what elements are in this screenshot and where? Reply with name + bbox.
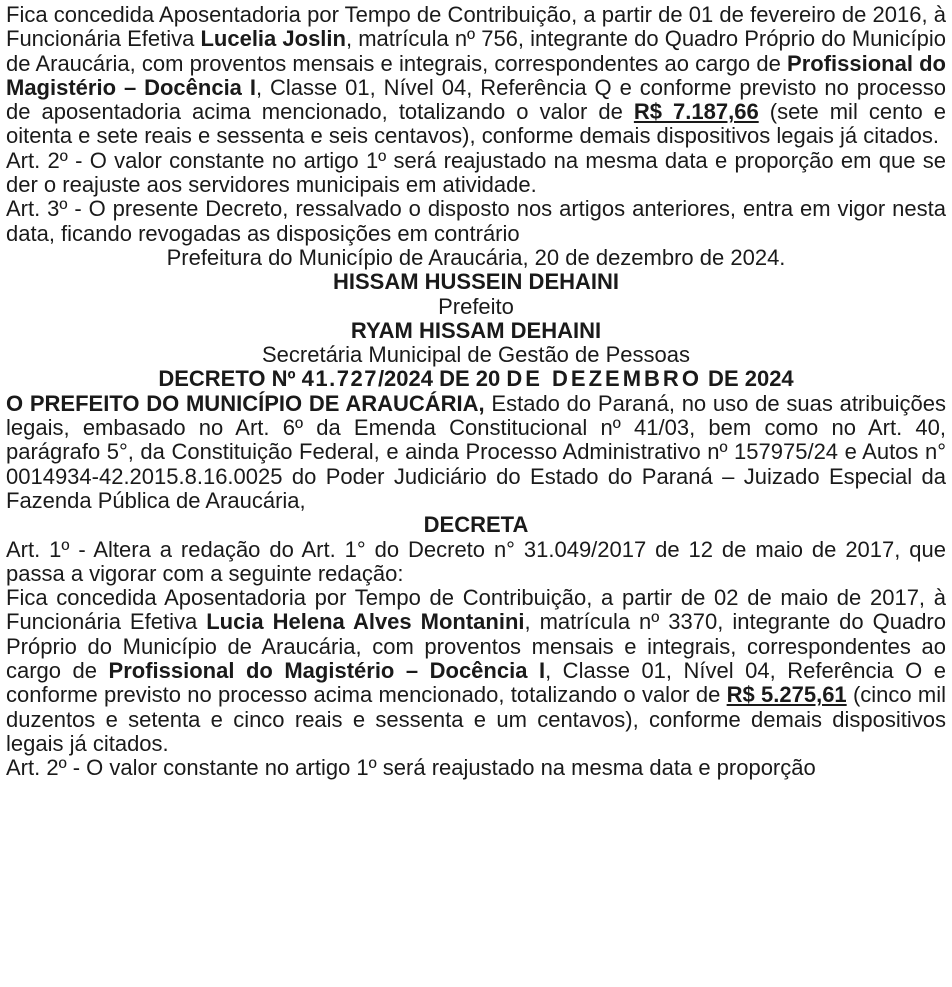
preamble-lead: O PREFEITO DO MUNICÍPIO DE ARAUCÁRIA,: [6, 390, 485, 416]
p2-text-2: , matrícula nº 3370, integrante do Quadro Próprio do Município de Araucária, com proventos mensais e integrais, correspondentes ao cargo de: [6, 609, 946, 684]
place-and-date: Prefeitura do Município de Araucária, 20 de dezembro de 2024.: [166, 244, 786, 270]
p1-text-3: , Classe 01, Nível 04, Referência Q e conforme previsto no processo de aposentadoria acima mencionado, totalizando o valor de: [6, 74, 946, 125]
p2-text-4: (cinco mil duzentos e setenta e cinco reais e sessenta e um centavos), conforme demais dispositivos legais já citados.: [6, 682, 946, 756]
decree-title-a: DECRETO Nº: [158, 366, 302, 392]
decree-title-b: /2024 DE 20: [377, 366, 507, 392]
p2-text-1: Fica concedida Aposentadoria por Tempo de Contribuição, a partir de 02 de maio de 2017, à Funcionária Efetiva: [6, 585, 946, 635]
signatory-2-name: RYAM HISSAM DEHAINI: [350, 317, 602, 343]
paragraph-retirement-1: [6, 3, 946, 149]
job-title-2: Profissional do Magistério – Docência I: [108, 658, 546, 684]
p1-text-4: (sete mil cento e oitenta e sete reais e sessenta e seis centavos), conforme demais dispositivos legais já citados.: [6, 99, 947, 149]
amount-2: R$ 5.275,61: [726, 682, 847, 708]
article-2: Art. 2º - O valor constante no artigo 1º será reajustado na mesma data e proporção em que se der o reajuste aos servidores municipais em atividade.: [6, 147, 946, 198]
article-1-amendment: Art. 1º - Altera a redação do Art. 1° do Decreto n° 31.049/2017 de 12 de maio de 2017, que passa a vigorar com a seguinte redação:: [6, 536, 946, 586]
decree-month: DE DEZEMBRO: [506, 366, 702, 392]
preamble-text: Estado do Paraná, no uso de suas atribuições legais, embasado no Art. 6º da Emenda Constitucional nº 41/03, bem como no Art. 40, parágrafo 5°, da Constituição Federal, e ainda Processo Administrativo nº 157975/24 e Autos n° 0014934-42.2015.8.16.0025 do Poder Judiciário do Estado do Paraná – Juizado Especial da Fazenda Pública de Araucária,: [6, 390, 946, 513]
employee-name-1: Lucelia Joslin: [200, 26, 346, 52]
p2-text-3: , Classe 01, Nível 04, Referência O e conforme previsto no processo acima mencionado, totalizando o valor de: [6, 658, 947, 708]
decree-title-c: DE 2024: [701, 366, 794, 392]
signatory-2-role: Secretária Municipal de Gestão de Pessoas: [261, 342, 690, 368]
preamble: [6, 392, 946, 513]
job-title-1: Profissional do Magistério – Docência I: [6, 50, 946, 100]
signatory-1-name: HISSAM HUSSEIN DEHAINI: [332, 269, 620, 295]
p1-text-1: Fica concedida Aposentadoria por Tempo de Contribuição, a partir de 01 de fevereiro de 2016, à Funcionária Efetiva: [6, 2, 946, 52]
employee-name-2: Lucia Helena Alves Montanini: [206, 609, 525, 635]
decreta-heading: DECRETA: [423, 512, 529, 538]
decree-number: 41.727: [301, 366, 378, 392]
article-2-partial: Art. 2º - O valor constante no artigo 1º será reajustado na mesma data e proporção: [6, 755, 816, 781]
p1-text-2: , matrícula nº 756, integrante do Quadro Próprio do Município de Araucária, com proventos mensais e integrais, correspondentes ao cargo de: [6, 26, 947, 76]
decree-title: [6, 367, 946, 391]
signatory-1-role: Prefeito: [438, 293, 514, 319]
document-page: [6, 3, 946, 781]
amount-1: R$ 7.187,66: [633, 99, 759, 125]
article-3: Art. 3º - O presente Decreto, ressalvado o disposto nos artigos anteriores, entra em vigor nesta data, ficando revogadas as disposições em contrário: [6, 196, 946, 246]
paragraph-retirement-2: [6, 586, 946, 756]
